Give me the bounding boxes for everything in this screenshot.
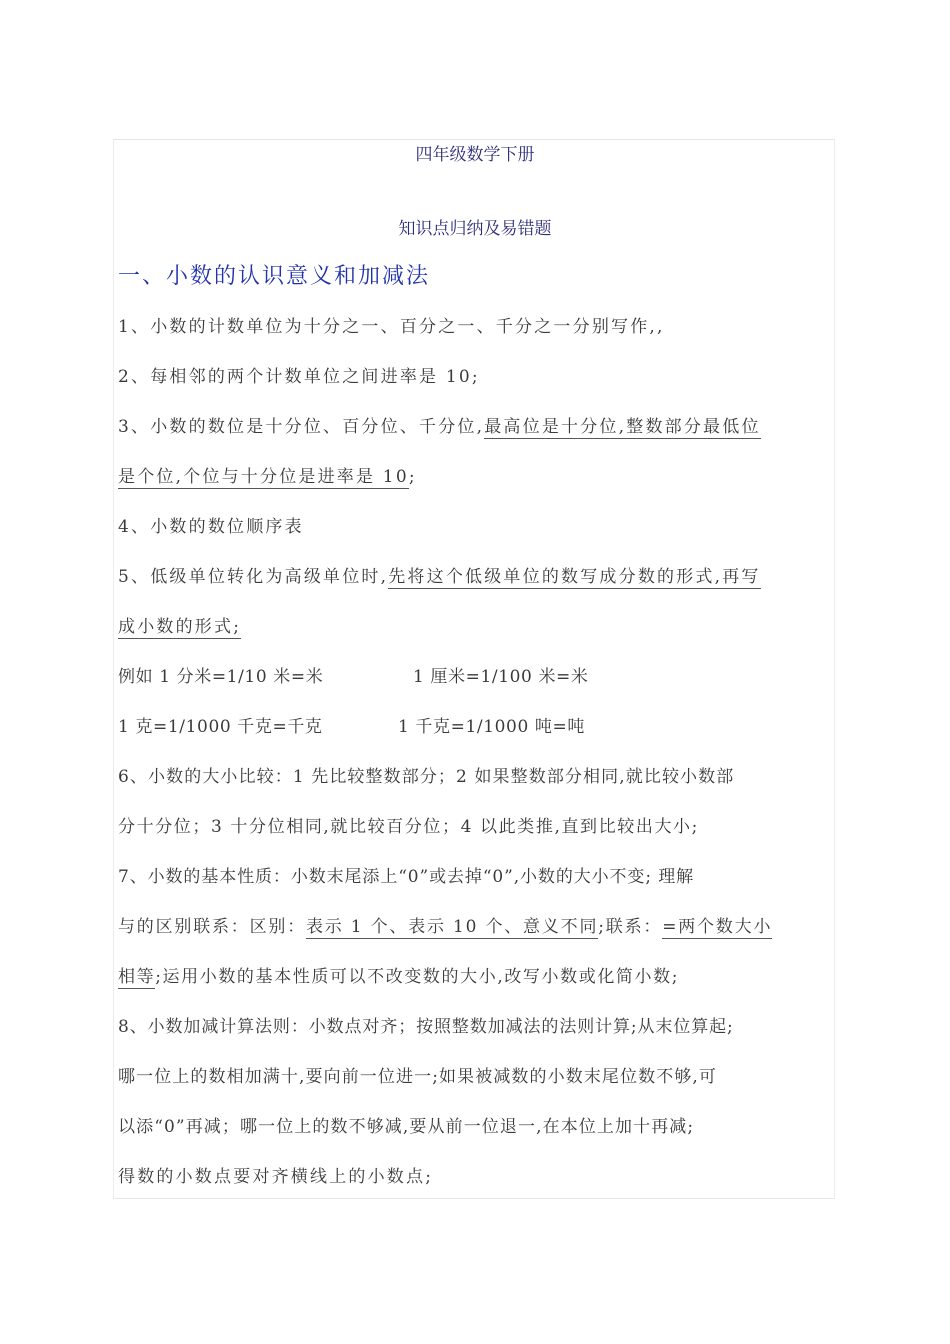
paragraph-line: 7、小数的基本性质：小数末尾添上“0”或去掉“0”,小数的大小不变; 理解 (118, 867, 695, 887)
paragraph-line: 2、每相邻的两个计数单位之间进率是 10; (118, 367, 480, 387)
paragraph-line: 以添“0”再减；哪一位上的数不够减,要从前一位退一,在本位上加十再减; (118, 1117, 695, 1137)
underlined-text: 成小数的形式; (118, 617, 242, 637)
paragraph-line: 8、小数加减计算法则：小数点对齐；按照整数加减法的法则计算;从末位算起; (118, 1017, 734, 1037)
paragraph-line: 得数的小数点要对齐横线上的小数点; (118, 1167, 434, 1187)
paragraph-line: 1 厘米=1/100 米=米 (413, 667, 589, 687)
paragraph-line (118, 965, 679, 989)
text-segment: ;联系： (598, 917, 663, 937)
paragraph-line: 1 克=1/1000 千克=千克 (118, 717, 323, 737)
paragraph-line: 哪一位上的数相加满十,要向前一位进一;如果被减数的小数末尾位数不够,可 (118, 1067, 718, 1087)
paragraph-line: 1、小数的计数单位为十分之一、百分之一、千分之一分别写作,, (118, 317, 665, 337)
text-segment: 与的区别联系：区别： (118, 917, 306, 937)
text-segment: 5、低级单位转化为高级单位时, (118, 567, 389, 587)
underlined-text: 表示 1 个、表示 10 个、意义不同 (306, 917, 599, 937)
underlined-text: =两个数大小 (662, 917, 773, 937)
section-heading: 一、小数的认识意义和加减法 (118, 264, 431, 289)
paragraph-line (118, 615, 241, 639)
paragraph-line: 6、小数的大小比较：1 先比较整数部分；2 如果整数部分相同,就比较小数部 (118, 767, 735, 787)
paragraph-line: 分十分位；3 十分位相同,就比较百分位；4 以此类推,直到比较出大小; (118, 817, 699, 837)
paragraph-line (118, 465, 417, 489)
text-segment: ;运用小数的基本性质可以不改变数的大小,改写小数或化简小数; (155, 967, 680, 987)
text-segment: ; (408, 467, 417, 487)
paragraph-line (118, 915, 772, 939)
paragraph-line: 1 千克=1/1000 吨=吨 (398, 717, 585, 737)
text-segment: 3、小数的数位是十分位、百分位、千分位, (118, 417, 485, 437)
paragraph-line (118, 415, 761, 439)
underlined-text: 最高位是十分位,整数部分最低位 (484, 417, 761, 437)
paragraph-line (118, 565, 761, 589)
underlined-text: 是个位,个位与十分位是进率是 10 (118, 467, 409, 487)
paragraph-line: 例如 1 分米=1/10 米=米 (118, 667, 324, 687)
document-subtitle: 知识点归纳及易错题 (398, 219, 552, 239)
paragraph-line: 4、小数的数位顺序表 (118, 517, 304, 537)
underlined-text: 相等 (118, 967, 156, 987)
document-title: 四年级数学下册 (415, 145, 535, 165)
underlined-text: 先将这个低级单位的数写成分数的形式,再写 (388, 567, 761, 587)
